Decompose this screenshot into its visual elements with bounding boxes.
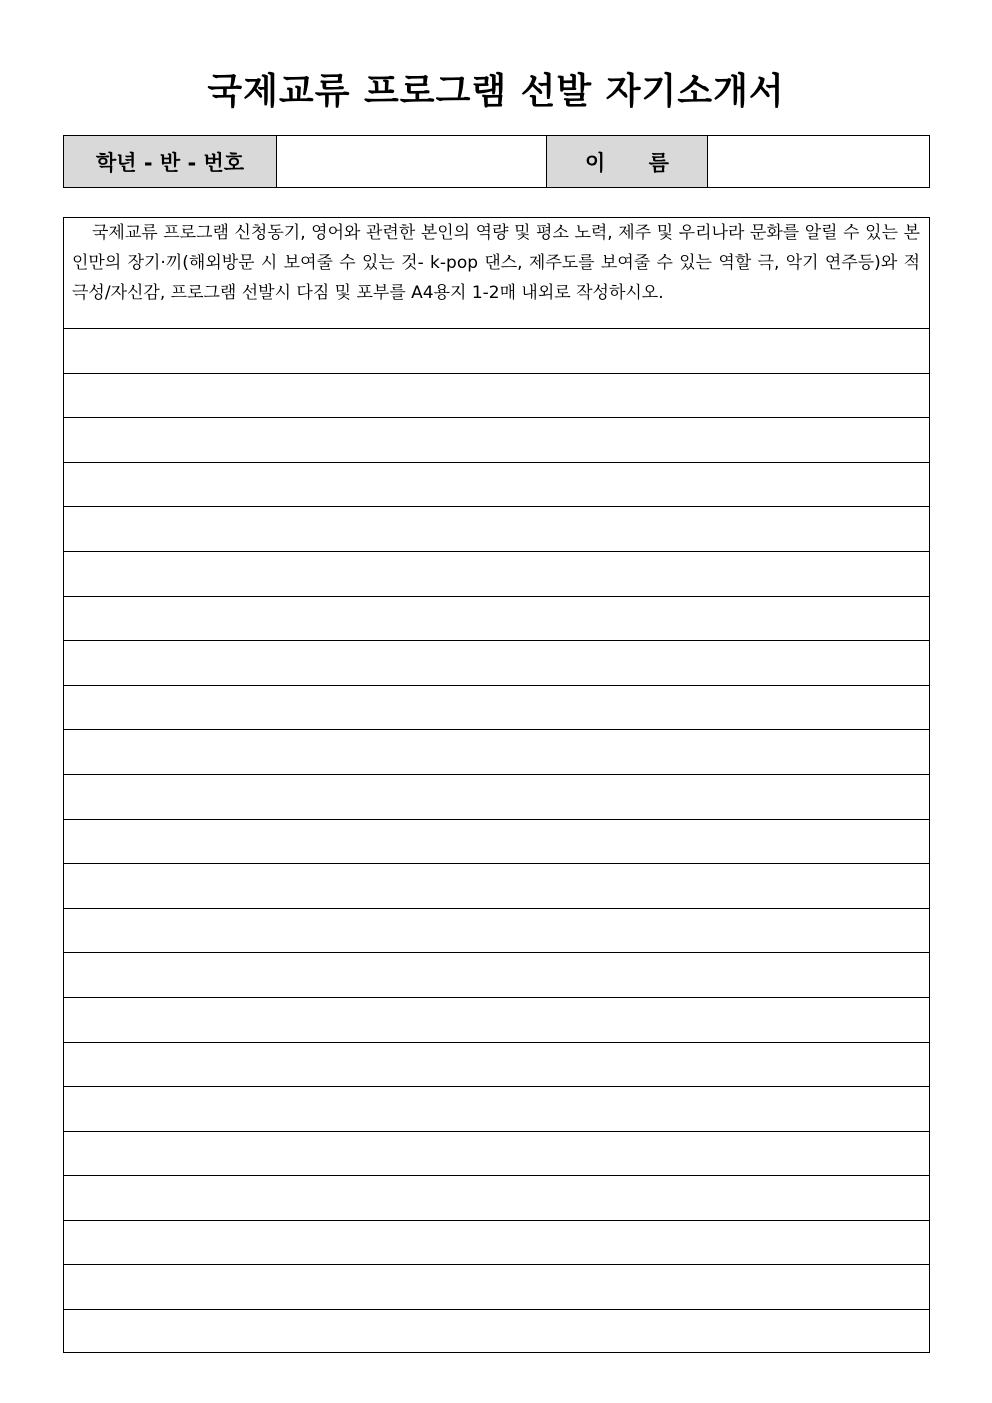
essay-writing-line[interactable] (64, 374, 929, 419)
essay-writing-line[interactable] (64, 463, 929, 508)
essay-writing-line[interactable] (64, 329, 929, 374)
essay-writing-line[interactable] (64, 552, 929, 597)
essay-writing-line[interactable] (64, 730, 929, 775)
essay-writing-line[interactable] (64, 1176, 929, 1221)
essay-writing-line[interactable] (64, 1132, 929, 1177)
essay-writing-line[interactable] (64, 1265, 929, 1310)
essay-box (63, 217, 930, 1353)
essay-writing-line[interactable] (64, 953, 929, 998)
name-label-text: 이 름 (585, 150, 687, 175)
essay-writing-line[interactable] (64, 1221, 929, 1266)
essay-writing-line[interactable] (64, 775, 929, 820)
essay-writing-line[interactable] (64, 418, 929, 463)
essay-writing-line[interactable] (64, 597, 929, 642)
essay-writing-line[interactable] (64, 1310, 929, 1355)
essay-writing-line[interactable] (64, 864, 929, 909)
essay-lines (64, 329, 929, 1355)
student-info-table (63, 135, 930, 188)
essay-writing-line[interactable] (64, 686, 929, 731)
essay-writing-line[interactable] (64, 909, 929, 954)
class-number-field[interactable] (277, 136, 547, 187)
essay-writing-line[interactable] (64, 1087, 929, 1132)
essay-writing-line[interactable] (64, 507, 929, 552)
form-title: 국제교류 프로그램 선발 자기소개서 (207, 71, 785, 112)
name-field[interactable] (708, 136, 929, 187)
essay-writing-line[interactable] (64, 998, 929, 1043)
essay-writing-line[interactable] (64, 641, 929, 686)
name-label (547, 136, 708, 187)
essay-writing-line[interactable] (64, 1043, 929, 1088)
class-number-label: 학년 - 반 - 번호 (64, 136, 277, 187)
essay-writing-line[interactable] (64, 820, 929, 865)
essay-instruction: 국제교류 프로그램 신청동기, 영어와 관련한 본인의 역량 및 평소 노력, 제주 및 우리나라 문화를 알릴 수 있는 본인만의 장기·끼(해외방문 시 보여줄 수 있는 것- k-pop 댄스, 제주도를 보여줄 수 있는 역할 극, 악기 연주등)와 적극성/자신감, 프로그램 선발시 다짐 및 포부를 A4용지 1-2매 내외로 작성하시오. (64, 218, 929, 329)
